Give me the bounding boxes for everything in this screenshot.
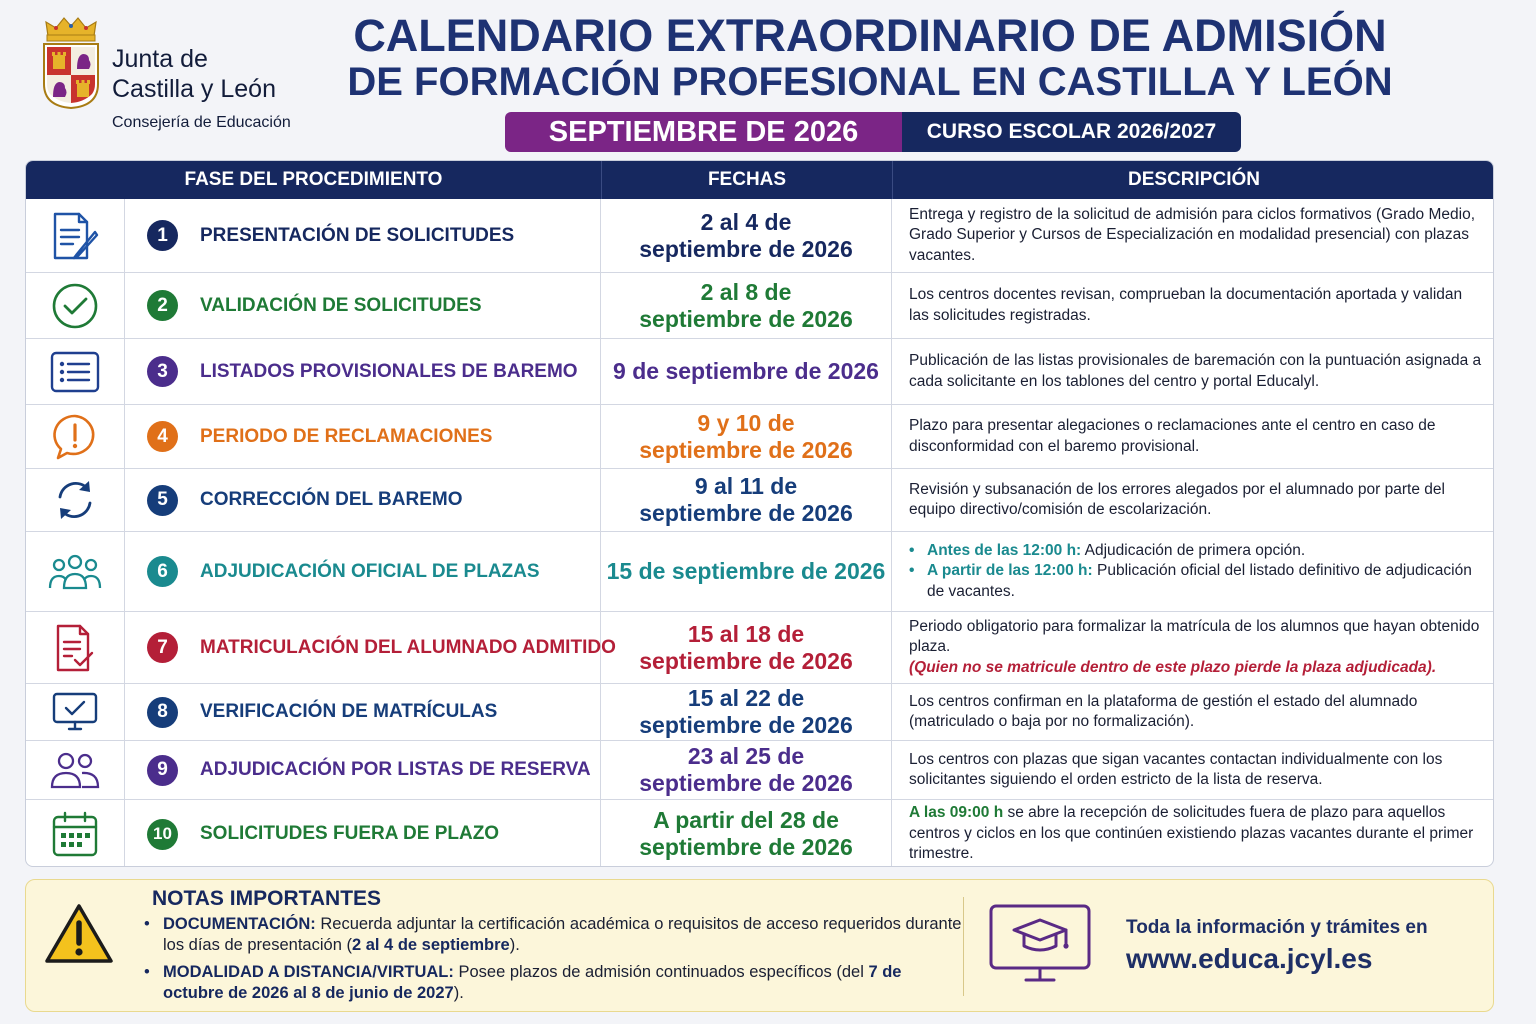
list-item: • MODALIDAD A DISTANCIA/VIRTUAL: Posee plazos de admisión continuados específicos (del 7 de octubre de 2026 al 8 de junio de 2027). [144, 963, 902, 1002]
note-key: DOCUMENTACIÓN: [163, 915, 316, 933]
note-text-end: ). [453, 984, 464, 1002]
bullet-key: Antes de las 12:00 h: [927, 541, 1082, 559]
note-date: 2 al 4 de septiembre [351, 936, 510, 954]
table-row [26, 469, 1493, 532]
phase-dates: 9 al 11 de septiembre de 2026 [601, 469, 892, 531]
institution-line-1: Junta de [112, 45, 208, 73]
admission-calendar-table [25, 160, 1494, 867]
note-key: MODALIDAD A DISTANCIA/VIRTUAL: [163, 963, 454, 981]
table-row [26, 800, 1493, 867]
refresh-icon [26, 469, 125, 531]
list-item: • DOCUMENTACIÓN: Recuerda adjuntar la certificación académica o requisitos de acceso requeridos durante los días de presentación (2 al 4 de septiembre). [144, 915, 962, 954]
phase-description: Los centros confirman en la plataforma de gestión el estado del alumnado (matriculado o baja por no formalización). [909, 692, 1418, 730]
calendar-icon [26, 800, 125, 867]
phase-label: CORRECCIÓN DEL BAREMO [200, 489, 463, 510]
list-icon [26, 339, 125, 404]
alert-bubble-icon [26, 405, 125, 468]
table-row [26, 405, 1493, 469]
phase-description: Revisión y subsanación de los errores alegados por el alumnado por parte del equipo directivo/comisión de escolarización. [909, 480, 1445, 518]
users-icon [26, 741, 125, 799]
phase-dates: 15 de septiembre de 2026 [601, 532, 892, 611]
phase-label: MATRICULACIÓN DEL ALUMNADO ADMITIDO [200, 636, 616, 658]
phase-label: LISTADOS PROVISIONALES DE BAREMO [200, 360, 578, 382]
time-lead: A las 09:00 h [909, 804, 1004, 822]
month-badge: SEPTIEMBRE DE 2026 [505, 112, 902, 152]
warning-note: (Quien no se matricule dentro de este plazo pierde la plaza adjudicada). [909, 658, 1437, 676]
phase-label: SOLICITUDES FUERA DE PLAZO [200, 823, 500, 844]
list-item: • A partir de las 12:00 h: Publicación oficial del listado definitivo de adjudicación de vacantes. [909, 562, 1472, 600]
note-text: Posee plazos de admisión continuados específicos (del [453, 963, 869, 981]
phase-dates: 9 y 10 de septiembre de 2026 [601, 405, 892, 468]
table-row [26, 532, 1493, 612]
phase-dates: 15 al 18 de septiembre de 2026 [601, 612, 892, 683]
step-number: 1 [147, 220, 178, 251]
step-number: 10 [147, 819, 178, 850]
phase-label: ADJUDICACIÓN POR LISTAS DE RESERVA [200, 759, 591, 780]
phase-dates: 9 de septiembre de 2026 [601, 339, 892, 404]
table-row [26, 612, 1493, 684]
department-name: Consejería de Educación [112, 114, 291, 131]
note-text: Recuerda adjuntar la certificación académica o requisitos de acceso requeridos durante los días de presentación ( [163, 915, 962, 954]
table-header [26, 161, 1493, 199]
clipboard-check-icon [26, 612, 125, 683]
divider [963, 897, 964, 996]
step-number: 8 [147, 697, 178, 728]
page-title-line-1: CALENDARIO EXTRAORDINARIO DE ADMISIÓN [353, 10, 1387, 61]
phase-description: se abre la recepción de solicitudes fuera de plazo para aquellos centros y ciclos en los que continúen existiendo plazas vacantes durante el primer trimestre. [909, 804, 1474, 863]
bullet-text: Publicación oficial del listado definitivo de adjudicación de vacantes. [927, 562, 1472, 600]
header-phase: FASE DEL PROCEDIMIENTO [184, 169, 443, 190]
coat-of-arms-logo [40, 14, 102, 110]
phase-label: ADJUDICACIÓN OFICIAL DE PLAZAS [200, 560, 540, 582]
phase-description: Entrega y registro de la solicitud de admisión para ciclos formativos (Grado Medio, Grado Superior y Cursos de Especialización en modalidad presencial) con plazas vacantes. [909, 205, 1476, 264]
header-dates: FECHAS [601, 161, 892, 199]
group-icon [26, 532, 125, 611]
step-number: 4 [147, 421, 178, 452]
institution-name [112, 44, 291, 131]
table-row [26, 339, 1493, 405]
table-row [26, 684, 1493, 741]
phase-description: Periodo obligatorio para formalizar la matrícula de los alumnos que hayan obtenido plaza. [909, 617, 1480, 656]
phase-dates: 2 al 8 de septiembre de 2026 [601, 273, 892, 338]
phase-description: Los centros docentes revisan, comprueban la documentación aportada y validan las solicitudes registradas. [909, 286, 1463, 324]
note-text-end: ). [509, 936, 520, 954]
date-ribbon [505, 112, 1241, 152]
phase-label: PRESENTACIÓN DE SOLICITUDES [200, 224, 515, 246]
step-number: 9 [147, 755, 178, 786]
phase-label: VALIDACIÓN DE SOLICITUDES [200, 294, 482, 316]
phase-description: Publicación de las listas provisionales de baremación con la puntuación asignada a cada solicitante en los tablones del centro y portal Educalyl. [909, 352, 1482, 390]
phase-description: Plazo para presentar alegaciones o reclamaciones ante el centro en caso de disconformidad con el baremo provisional. [909, 417, 1436, 455]
course-badge: CURSO ESCOLAR 2026/2027 [902, 112, 1241, 152]
document-edit-icon [26, 199, 125, 272]
notes-title: NOTAS IMPORTANTES [152, 887, 382, 910]
phase-dates: 2 al 4 de septiembre de 2026 [601, 199, 892, 272]
step-number: 6 [147, 556, 178, 587]
bullet-text: Adjudicación de primera opción. [1081, 541, 1306, 559]
table-row [26, 199, 1493, 273]
header-description: DESCRIPCIÓN [892, 161, 1494, 199]
step-number: 5 [147, 485, 178, 516]
list-item: • Antes de las 12:00 h: Adjudicación de primera opción. [909, 541, 1306, 559]
monitor-check-icon [26, 684, 125, 740]
check-circle-icon [26, 273, 125, 338]
bullet-key: A partir de las 12:00 h: [927, 562, 1093, 580]
phase-label: VERIFICACIÓN DE MATRÍCULAS [200, 701, 498, 722]
graduation-monitor-icon [986, 902, 1094, 988]
table-row [26, 741, 1493, 800]
table-row [26, 273, 1493, 339]
phase-dates: A partir del 28 de septiembre de 2026 [601, 800, 892, 867]
info-text: Toda la información y trámites en [1126, 917, 1428, 938]
step-number: 3 [147, 356, 178, 387]
note-date: 7 de octubre de 2026 al 8 de junio de 2027 [163, 963, 902, 1002]
institution-line-2: Castilla y León [112, 75, 276, 103]
website-link[interactable]: www.educa.jcyl.es [1126, 943, 1373, 974]
step-number: 7 [147, 632, 178, 663]
phase-dates: 23 al 25 de septiembre de 2026 [601, 741, 892, 799]
warning-triangle-icon [44, 903, 114, 969]
phase-label: PERIODO DE RECLAMACIONES [200, 425, 493, 447]
important-notes [25, 879, 1494, 1012]
step-number: 2 [147, 290, 178, 321]
phase-description: Los centros con plazas que sigan vacantes contactan individualmente con los solicitantes siguiendo el orden estricto de la lista de reserva. [909, 750, 1443, 788]
page-title-line-2: DE FORMACIÓN PROFESIONAL EN CASTILLA Y LEÓN [347, 60, 1393, 104]
phase-dates: 15 al 22 de septiembre de 2026 [601, 684, 892, 740]
